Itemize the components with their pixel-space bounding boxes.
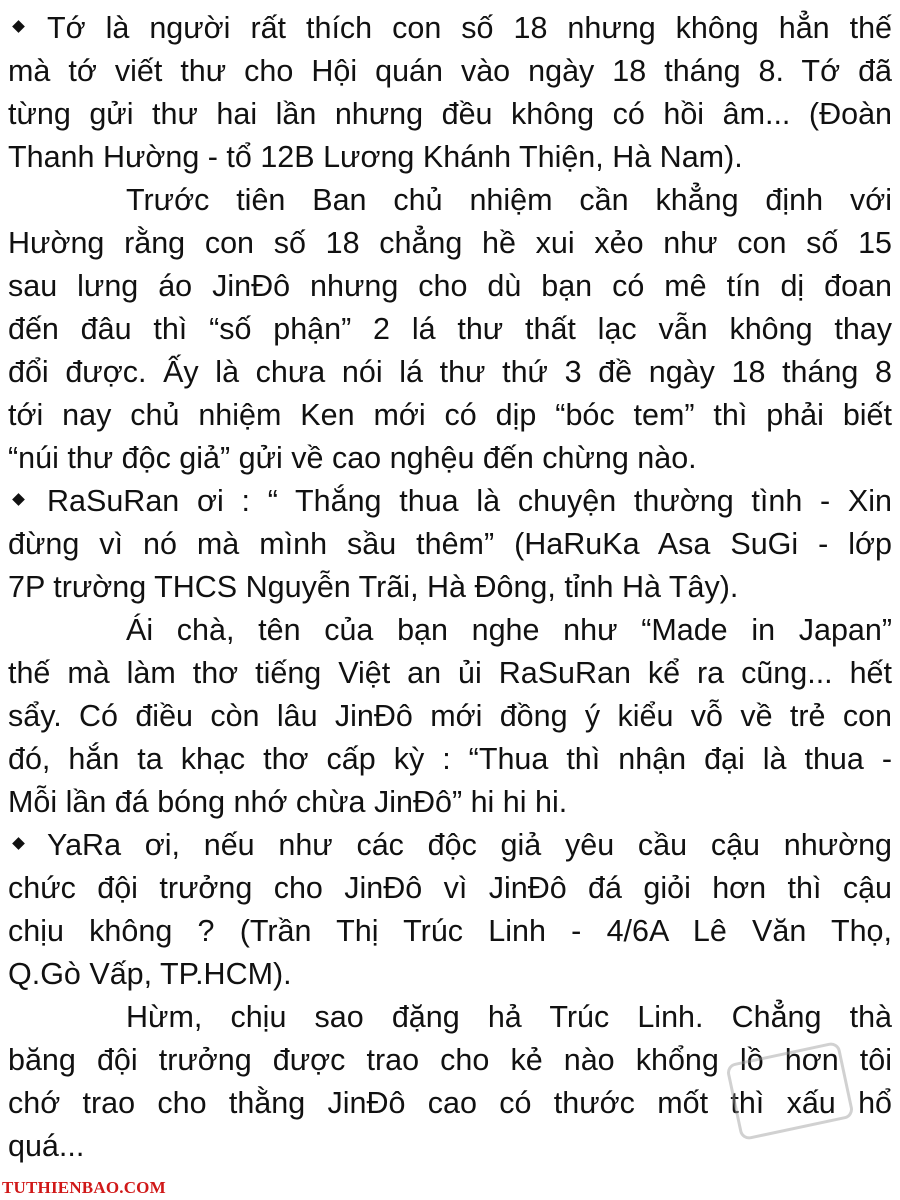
bullet-diamond-icon <box>12 21 25 34</box>
text-line: chớ trao cho thằng JinĐô cao có thước mốt thì xấu hổ <box>8 1086 892 1120</box>
text-line: chức đội trưởng cho JinĐô vì JinĐô đá giỏi hơn thì cậu <box>8 871 892 905</box>
text-line: từng gửi thư hai lần nhưng đều không có hồi âm... (Đoàn <box>8 97 892 131</box>
letter-1 <box>8 7 892 179</box>
text-line: RaSuRan ơi : “ Thắng thua là chuyện thường tình - Xin <box>8 480 892 523</box>
bullet-diamond-icon <box>12 838 25 851</box>
text-line: Tớ là người rất thích con số 18 nhưng không hẳn thế <box>8 7 892 50</box>
text-line: thế mà làm thơ tiếng Việt an ủi RaSuRan kể ra cũng... hết <box>8 656 892 690</box>
text-line: tới nay chủ nhiệm Ken mới có dịp “bóc tem” thì phải biết <box>8 398 892 432</box>
text-line: Q.Gò Vấp, TP.HCM). <box>8 957 292 991</box>
site-watermark: TUTHIENBAO.COM <box>2 1178 166 1197</box>
text-line: băng đội trưởng được trao cho kẻ nào khổng lồ hơn tôi <box>8 1043 892 1077</box>
text-line: đến đâu thì “số phận” 2 lá thư thất lạc vẫn không thay <box>8 312 892 346</box>
text-line: đổi được. Ấy là chưa nói lá thư thứ 3 đề ngày 18 tháng 8 <box>8 355 892 389</box>
text-line: Hường rằng con số 18 chẳng hề xui xẻo như con số 15 <box>8 226 892 260</box>
letter-3 <box>8 824 892 996</box>
text-line: Mỗi lần đá bóng nhớ chừa JinĐô” hi hi hi. <box>8 785 568 819</box>
reply-1 <box>8 179 892 480</box>
text-line: 7P trường THCS Nguyễn Trãi, Hà Đông, tỉnh Hà Tây). <box>8 570 739 604</box>
text-line: Trước tiên Ban chủ nhiệm cần khẳng định với <box>126 183 892 217</box>
reply-2 <box>8 609 892 824</box>
text-line: sau lưng áo JinĐô nhưng cho dù bạn có mê tín dị đoan <box>8 269 892 303</box>
text-line: Thanh Hường - tổ 12B Lương Khánh Thiện, Hà Nam). <box>8 140 743 174</box>
text-line: mà tớ viết thư cho Hội quán vào ngày 18 tháng 8. Tớ đã <box>8 54 892 88</box>
text-line: sẩy. Có điều còn lâu JinĐô mới đồng ý kiểu vỗ về trẻ con <box>8 699 892 733</box>
text-line: YaRa ơi, nếu như các độc giả yêu cầu cậu nhường <box>8 824 892 867</box>
text-line: chịu không ? (Trần Thị Trúc Linh - 4/6A Lê Văn Thọ, <box>8 914 892 948</box>
text-line: “núi thư độc giả” gửi về cao nghệu đến chừng nào. <box>8 441 697 475</box>
letter-2 <box>8 480 892 609</box>
text-line: Ái chà, tên của bạn nghe như “Made in Japan” <box>126 613 892 647</box>
text-line: đó, hắn ta khạc thơ cấp kỳ : “Thua thì nhận đại là thua - <box>8 742 892 776</box>
text-line: Hừm, chịu sao đặng hả Trúc Linh. Chẳng thà <box>126 1000 892 1034</box>
bullet-diamond-icon <box>12 494 25 507</box>
text-line: quá... <box>8 1129 85 1163</box>
text-line: đừng vì nó mà mình sầu thêm” (HaRuKa Asa SuGi - lớp <box>8 527 892 561</box>
